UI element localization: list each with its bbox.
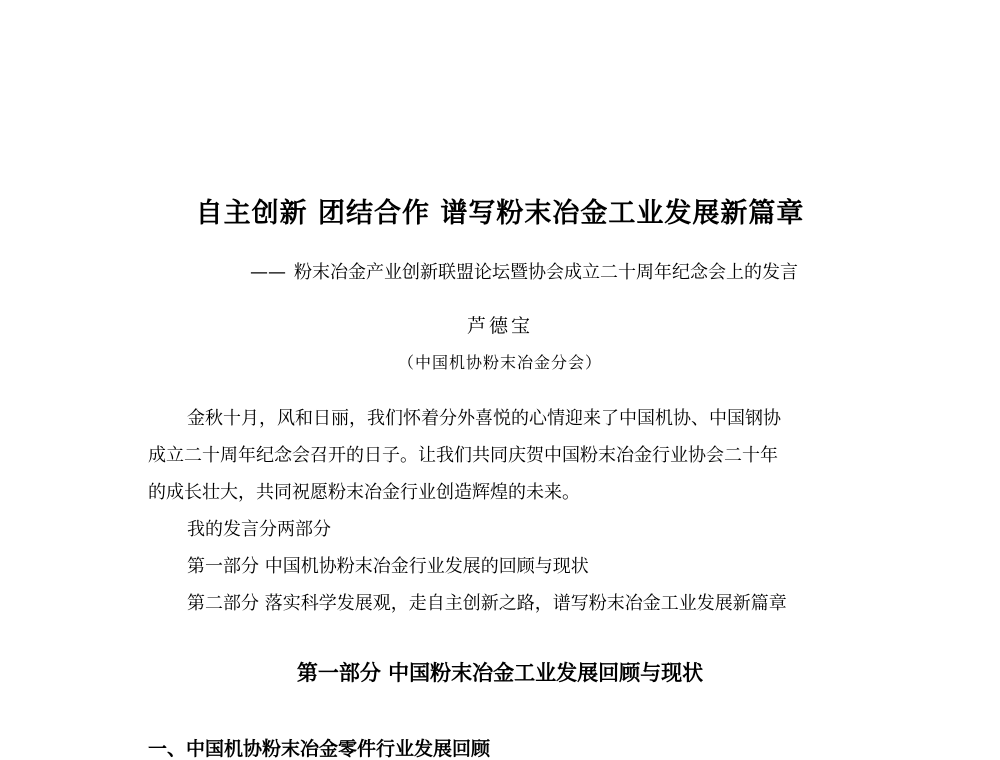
- document-subtitle: [250, 260, 798, 286]
- paragraph-line: 的成长壮大，共同祝愿粉末冶金行业创造辉煌的未来。: [148, 482, 580, 503]
- outline-item: 第二部分 落实科学发展观，走自主创新之路，谱写粉末冶金工业发展新篇章: [187, 593, 787, 614]
- outline-item: 第一部分 中国机协粉末冶金行业发展的回顾与现状: [187, 556, 589, 577]
- author-affiliation: （中国机协粉末冶金分会）: [397, 353, 602, 372]
- document-title: 自主创新 团结合作 谱写粉末冶金工业发展新篇章: [195, 198, 805, 229]
- author-name: 芦德宝: [466, 315, 533, 337]
- body-text: [148, 400, 868, 622]
- subtitle-text: 粉末冶金产业创新联盟论坛暨协会成立二十周年纪念会上的发言: [294, 262, 798, 283]
- section-heading: 第一部分 中国粉末冶金工业发展回顾与现状: [296, 661, 704, 685]
- paragraph-line: 我的发言分两部分: [187, 519, 331, 540]
- paragraph-line: 成立二十周年纪念会召开的日子。让我们共同庆贺中国粉末冶金行业协会二十年: [148, 445, 778, 466]
- subsection-heading: 一、中国机协粉末冶金零件行业发展回顾: [148, 738, 491, 760]
- paragraph-line: 金秋十月，风和日丽，我们怀着分外喜悦的心情迎来了中国机协、中国钢协: [187, 408, 781, 429]
- subtitle-dash: ——: [250, 262, 286, 283]
